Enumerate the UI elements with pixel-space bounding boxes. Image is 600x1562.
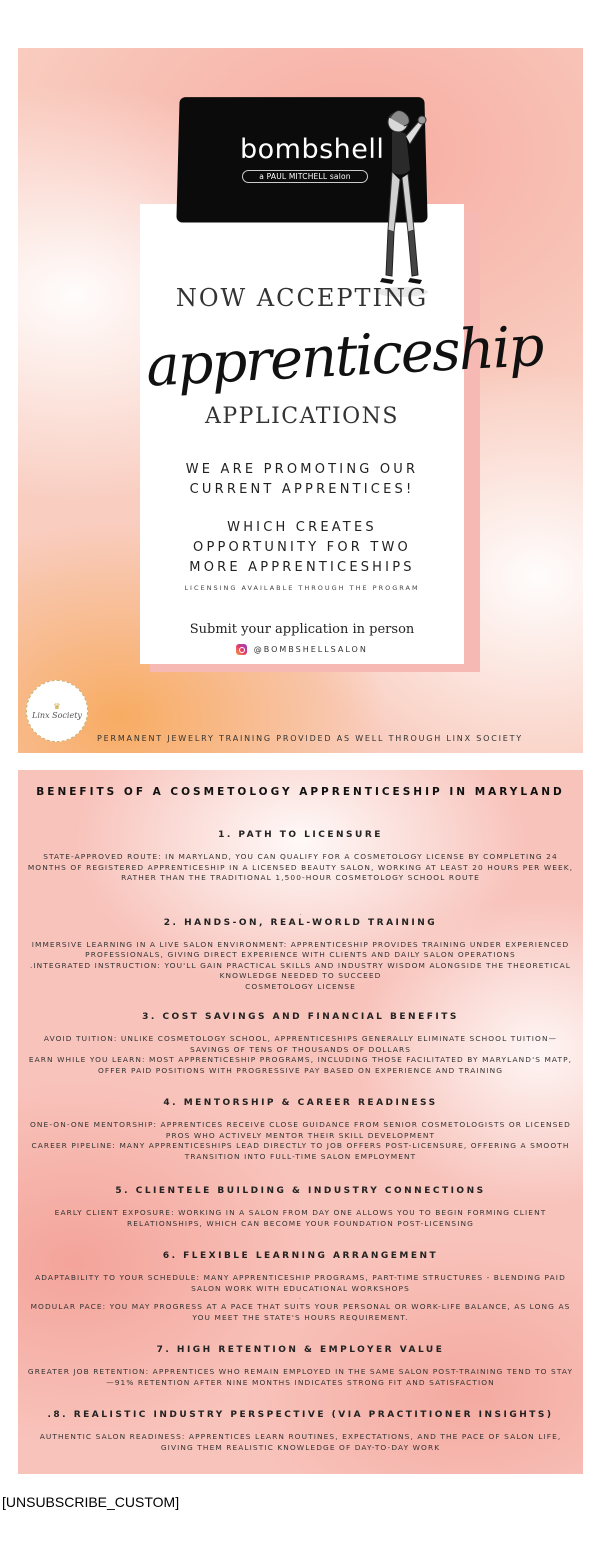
benefit-item bbox=[18, 910, 583, 993]
benefit-text: ADAPTABILITY TO YOUR SCHEDULE: MANY APPRENTICESHIP PROGRAMS, PART-TIME STRUCTURES - BLENDING PAID SALON WORK WITH EDUCATIONAL WORKSHOPS bbox=[35, 1273, 566, 1293]
crown-icon: ♛ bbox=[53, 701, 61, 711]
divider-dot: . bbox=[298, 1294, 302, 1301]
benefit-body bbox=[26, 1367, 575, 1388]
permanent-jewelry-note: PERMANENT JEWELRY TRAINING PROVIDED AS WELL THROUGH LINX SOCIETY bbox=[97, 734, 523, 743]
benefit-item bbox=[18, 1098, 583, 1162]
divider-dot: . bbox=[299, 909, 302, 917]
benefit-text: EARLY CLIENT EXPOSURE: WORKING IN A SALON FROM DAY ONE ALLOWS YOU TO BEGIN FORMING CLIENT RELATIONSHIPS, WHICH CAN BECOME YOUR FOUNDATION POST-LICENSING bbox=[54, 1208, 547, 1228]
benefit-text: ONE-ON-ONE MENTORSHIP: APPRENTICES RECEIVE CLOSE GUIDANCE FROM SENIOR COSMETOLOGISTS OR LICENSED PROS WHO ACTIVELY MENTOR THEIR SKILL DEVELOPMENT bbox=[30, 1120, 571, 1140]
top-spacer bbox=[0, 0, 600, 48]
benefit-item bbox=[18, 1012, 583, 1076]
instagram-handle: @BOMBSHELLSALON bbox=[253, 645, 368, 654]
benefit-item bbox=[18, 1410, 583, 1453]
benefit-text: STATE-APPROVED ROUTE: IN MARYLAND, YOU CAN QUALIFY FOR A COSMETOLOGY LICENSE BY COMPLETING 24 MONTHS OF REGISTERED APPRENTICESHIP IN A LICENSED BEAUTY SALON, WORKING AT LEAST 20 HOURS PER WEEK, RATHER THAN THE TRADITIONAL 1,500-HOUR COSMETOLOGY SCHOOL ROUTE bbox=[27, 852, 574, 882]
benefit-heading: 3. COST SAVINGS AND FINANCIAL BENEFITS bbox=[142, 1012, 459, 1022]
apprenticeship-flyer bbox=[18, 48, 583, 753]
benefit-text: IMMERSIVE LEARNING IN A LIVE SALON ENVIRONMENT: APPRENTICESHIP PROVIDES TRAINING UNDER EXPERIENCED PROFESSIONALS, GIVING DIRECT EXPERIENCE WITH CLIENTS AND DAILY SALON OPERATIONS bbox=[31, 939, 570, 959]
benefit-body bbox=[26, 852, 575, 884]
benefit-body bbox=[26, 1034, 575, 1076]
benefit-heading: 4. MENTORSHIP & CAREER READINESS bbox=[163, 1098, 438, 1108]
linx-badge-text: Linx Society bbox=[32, 710, 82, 720]
benefit-heading: 2. HANDS-ON, REAL-WORLD TRAINING bbox=[163, 917, 438, 928]
headline-script: apprenticeship bbox=[144, 313, 544, 400]
submit-instructions: Submit your application in person bbox=[189, 622, 415, 637]
benefit-text: MODULAR PACE: YOU MAY PROGRESS AT A PACE THAT SUITS YOUR PERSONAL OR WORK-LIFE BALANCE, AS LONG AS YOU MEET THE STATE'S HOURS REQUIREMENT. bbox=[30, 1302, 571, 1322]
headline-applications: APPLICATIONS bbox=[204, 404, 400, 429]
promo-line: WHICH CREATES bbox=[227, 520, 377, 535]
benefit-heading: 1. PATH TO LICENSURE bbox=[218, 830, 383, 840]
linx-society-badge bbox=[26, 680, 88, 742]
unsubscribe-link[interactable]: [UNSUBSCRIBE_CUSTOM] bbox=[2, 1494, 180, 1510]
benefit-item bbox=[18, 1186, 583, 1229]
benefit-item bbox=[18, 830, 583, 884]
headline-now-accepting: NOW ACCEPTING bbox=[175, 284, 429, 312]
instagram-icon bbox=[236, 644, 247, 655]
benefit-text: CAREER PIPELINE: MANY APPRENTICESHIPS LEAD DIRECTLY TO JOB OFFERS POST-LICENSURE, OFFERING A SMOOTH TRANSITION INTO FULL-TIME SALON EMPLOYMENT bbox=[31, 1141, 570, 1161]
pinup-figure-icon bbox=[368, 100, 438, 300]
promo-line: MORE APPRENTICESHIPS bbox=[189, 560, 415, 575]
promo-line: CURRENT APPRENTICES! bbox=[189, 482, 415, 497]
instagram-handle-row bbox=[140, 644, 464, 655]
benefit-body bbox=[26, 940, 575, 993]
benefit-item bbox=[18, 1345, 583, 1388]
benefit-text: COSMETOLOGY LICENSE bbox=[245, 981, 356, 991]
promo-block-2 bbox=[140, 518, 464, 578]
benefit-heading: 6. FLEXIBLE LEARNING ARRANGEMENT bbox=[162, 1251, 439, 1261]
benefit-heading: 5. CLIENTELE BUILDING & INDUSTRY CONNECTIONS bbox=[115, 1186, 486, 1196]
promo-block-1 bbox=[140, 460, 464, 500]
logo-title: bombshell bbox=[240, 134, 385, 165]
benefit-heading: 7. HIGH RETENTION & EMPLOYER VALUE bbox=[156, 1345, 445, 1355]
benefits-title: BENEFITS OF A COSMETOLOGY APPRENTICESHIP IN MARYLAND bbox=[36, 786, 565, 798]
benefit-text: AUTHENTIC SALON READINESS: APPRENTICES LEARN ROUTINES, EXPECTATIONS, AND THE PACE OF SALON LIFE, GIVING THEM REALISTIC KNOWLEDGE OF DAY-TO-DAY WORK bbox=[39, 1432, 562, 1452]
promo-line: OPPORTUNITY FOR TWO bbox=[193, 540, 411, 555]
benefit-body bbox=[26, 1432, 575, 1453]
benefit-body bbox=[26, 1120, 575, 1162]
benefit-text: AVOID TUITION: UNLIKE COSMETOLOGY SCHOOL, APPRENTICESHIPS GENERALLY ELIMINATE SCHOOL TUITION—SAVINGS OF TENS OF THOUSANDS OF DOLLARS bbox=[43, 1034, 558, 1054]
promo-line: WE ARE PROMOTING OUR bbox=[185, 462, 419, 477]
benefit-body bbox=[26, 1208, 575, 1229]
benefits-flyer bbox=[18, 770, 583, 1474]
benefit-text: .INTEGRATED INSTRUCTION: YOU'LL GAIN PRACTICAL SKILLS AND INDUSTRY WISDOM ALONGSIDE THE THEORETICAL KNOWLEDGE NEEDED TO SUCCEED bbox=[29, 960, 572, 980]
benefit-text: EARN WHILE YOU LEARN: MOST APPRENTICESHIP PROGRAMS, INCLUDING THOSE FACILITATED BY MARYLAND'S MATP, OFFER PAID POSITIONS WITH PROGRESSIVE PAY BASED ON EXPERIENCE AND TRAINING bbox=[28, 1055, 573, 1075]
benefit-body bbox=[26, 1273, 575, 1323]
logo-subtitle: a PAUL MITCHELL salon bbox=[242, 170, 368, 183]
benefit-item bbox=[18, 1251, 583, 1323]
benefit-heading: .8. REALISTIC INDUSTRY PERSPECTIVE (VIA PRACTITIONER INSIGHTS) bbox=[47, 1410, 554, 1420]
benefit-text: GREATER JOB RETENTION: APPRENTICES WHO REMAIN EMPLOYED IN THE SAME SALON POST-TRAINING TEND TO STAY—91% RETENTION AFTER NINE MONTHS INDICATES STRONG FIT AND SATISFACTION bbox=[27, 1367, 574, 1387]
licensing-note: LICENSING AVAILABLE THROUGH THE PROGRAM bbox=[184, 584, 420, 592]
